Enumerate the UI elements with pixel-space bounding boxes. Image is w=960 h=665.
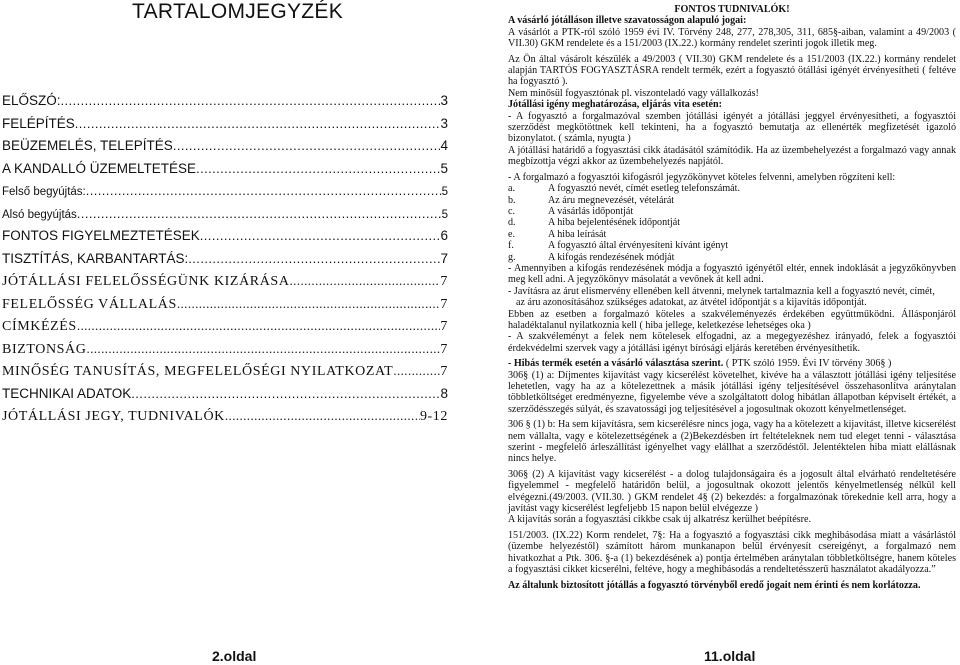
paragraph — [508, 358, 956, 369]
list-item-text: A fogyasztó által érvényesíteni kívánt igényt — [548, 240, 729, 252]
list-item-key: f. — [508, 240, 514, 252]
paragraph: 151/2003. (IX.22) Korm rendelet, 7§: Ha a fogyasztó a fogyasztási cikk meghibásodása miatt a vásárlástól (üzembe helyezéstől) számított három munkanapon belül érvényesít csereigényt, a forgalmazó nem hivatkozhat a Ptk. 306. §-a (1) bekezdésének a) pontja értelmében aránytalan többletköltségre, hanem köteles a fogyasztási cikket kicserélni, feltéve, hogy a meghibásodás a rendeltetésszerű használatot akadályozza.” — [508, 529, 956, 576]
toc-entry-eloszo[interactable] — [2, 93, 448, 116]
paragraph: Ebben az esetben a forgalmazó köteles a szakvéleményezés érdekében együttműködni. Állásponjáról haladéktalanul nyilatkoznia kell ( hiba jellege, keletkezése lehetséges oka ) — [508, 308, 956, 331]
paragraph: - A forgalmazó a fogyasztói kifogásról jegyzőkönyvet köteles felvenni, amelyben rögzíteni kell: — [508, 171, 896, 183]
toc-entry-tisztitas[interactable] — [2, 251, 448, 274]
toc-entry-label: A KANDALLÓ ÜZEMELTETÉSE — [2, 160, 197, 176]
toc-entry-page: 7 — [440, 319, 448, 334]
toc-entry-label: MINŐSÉG TANUSÍTÁS, MEGFELELŐSÉGI NYILATKOZAT — [2, 364, 394, 379]
list-item-text: A fogyasztó nevét, címét esetleg telefonszámát. — [548, 183, 740, 195]
list-item-key: g. — [508, 251, 516, 263]
toc-entry-jotallasi-kizaras[interactable] — [2, 273, 448, 296]
toc-entry-page: 4 — [440, 138, 448, 153]
toc-entry-felepites[interactable] — [2, 116, 448, 139]
complaint-record-list — [508, 183, 956, 263]
page-number: 2.oldal — [212, 648, 257, 664]
toc-entry-uzemeltetes[interactable] — [2, 161, 448, 184]
toc-entry-page: 7 — [440, 341, 448, 357]
toc-leader-dots — [86, 341, 440, 357]
table-of-contents — [2, 93, 448, 431]
list-item-key: c. — [508, 205, 516, 217]
list-item-text: A hiba leírását — [548, 228, 607, 240]
toc-entry-felelosseg-vallalas[interactable] — [2, 296, 448, 319]
right-page — [508, 0, 956, 665]
toc-entry-label: CÍMKÉZÉS — [2, 319, 77, 334]
toc-entry-page: 7 — [440, 364, 448, 379]
toc-leader-dots — [75, 116, 441, 131]
toc-entry-page: 5 — [440, 160, 448, 176]
section-subheading: Jótállási igény meghatározása, eljárás vita esetén: — [508, 99, 722, 111]
toc-entry-label: FELÉPÍTÉS — [2, 115, 75, 131]
toc-entry-page: 9-12 — [419, 409, 448, 424]
toc-leader-dots — [290, 273, 441, 289]
toc-entry-page: 7 — [440, 274, 448, 289]
toc-entry-cimkezes[interactable] — [2, 318, 448, 341]
toc-entry-label: TISZTÍTÁS, KARBANTARTÁS: — [2, 250, 189, 266]
toc-leader-dots — [61, 93, 441, 108]
section-heading: FONTOS TUDNIVALÓK! — [674, 4, 790, 15]
list-item-text: Az áru megnevezését, vételárát — [548, 194, 675, 206]
page-number: 11.oldal — [704, 648, 756, 664]
paragraph: - Javításra az árut elismervény ellenében kell átvenni, melynek tartalmaznia kell a fogyasztó nevét, címét, — [508, 285, 935, 297]
list-item-key: a. — [508, 183, 516, 195]
toc-title: TARTALOMJEGYZÉK — [132, 0, 344, 23]
bold-lead: - Hibás termék esetén a vásárló választása szerint. — [508, 358, 724, 370]
paragraph: Az Ön által vásárolt készülék a 49/2003 ( VII.30) GKM rendelete és a 151/2003 (IX.22.) kormány rendelet alapján TARTÓS FOGYASZTÁSRA rendelt termék, ezért a fogyasztó ötállási igényét érvényesítheti ( feltéve ha fogyasztó ). — [508, 53, 956, 88]
toc-entry-page: 7 — [440, 296, 448, 312]
toc-entry-page: 5 — [441, 208, 448, 221]
toc-leader-dots — [188, 251, 440, 266]
toc-entry-label: Felső begyújtás: — [2, 186, 86, 198]
list-item-text: A vásárlás időpontját — [548, 205, 634, 217]
toc-entry-page: 3 — [440, 115, 448, 131]
paragraph: A kijavítás során a fogyasztási cikkbe csak új alkatrész kerülhet beépítésre. — [508, 514, 811, 526]
toc-leader-dots — [77, 206, 442, 221]
paragraph: Nem minősül fogyasztónak pl. viszonteladó vagy vállalkozás! — [508, 87, 759, 99]
toc-entry-also-begyujtas[interactable] — [2, 206, 448, 229]
list-item-key: d. — [508, 217, 516, 229]
paragraph: - Amennyiben a kifogás rendezésének módja a fogyasztó igényétől eltér, ennek indoklását a jegyzőkönyvben meg kell adni. A jegyzőkönyv másolatát a vevőnek át kell adni. — [508, 262, 956, 286]
paragraph: 306 § (1) b: Ha sem kijavításra, sem kicserélésre nincs joga, vagy ha a kötelezett a kijavítást, illetve kicserélést nem vállalta, vagy e kötelezettségének a (2)Bekezdésben írt feltételeknek nem tud eleget tenni - választása szerint - megfelelő árleszállítást igényelhet vagy elállhat a szerződéstől. Jelentéktelen hiba miatt elállásnak nincs helye. — [508, 419, 956, 465]
toc-entry-page: 6 — [440, 228, 448, 243]
list-item — [508, 206, 956, 217]
list-item — [508, 217, 956, 228]
paragraph: - A fogyasztó a forgalmazóval szemben jótállási igényét a jótállási jeggyel érvényesítheti, a fogyasztói szerződést megkötöttnek kell tekinteni, ha a fogyasztó bemutatja az ellenérték megfizetését igazoló bizonylatot. ( számla, nyugta ) — [508, 110, 956, 145]
toc-entry-jotallasi-jegy[interactable] — [2, 408, 448, 431]
warranty-text — [508, 4, 956, 591]
list-item-key: b. — [508, 194, 516, 206]
list-item-key: e. — [508, 228, 516, 240]
list-item — [508, 195, 956, 206]
toc-entry-label: BIZTONSÁG — [2, 341, 87, 357]
toc-leader-dots — [225, 408, 420, 424]
toc-entry-biztonsag[interactable] — [2, 341, 448, 364]
toc-entry-label: JÓTÁLLÁSI FELELŐSSÉGÜNK KIZÁRÁSA — [2, 274, 290, 289]
toc-entry-label: Alsó begyújtás — [2, 208, 77, 221]
paragraph: az áru azonosításához szükséges adatokat, az átvétel időpontját s a kijavítás időpontját. — [516, 297, 867, 309]
toc-leader-dots — [173, 138, 441, 153]
closing-statement: Az általunk biztosított jótállás a fogyasztó törvényből eredő jogait nem érinti és nem korlátozza. — [508, 579, 921, 591]
list-item-text: A hiba bejelentésének időpontját — [548, 217, 681, 229]
toc-leader-dots — [177, 296, 441, 312]
list-item-text: A kifogás rendezésének módját — [548, 251, 675, 263]
toc-entry-figyelmeztetesek[interactable] — [2, 228, 448, 251]
paragraph: A vásárlót a PTK-ról szóló 1959 évi IV. Törvény 248, 277, 278,305, 311, 685§-aiban, valamint a 49/2003 ( VII.30) GKM rendelete és a 151/2003 (IX.22.) kormány rendelet szerinti jogok illetik meg. — [508, 26, 956, 50]
paragraph: A jótállási határidő a fogyasztási cikk átadásától számítódik. Ha az üzembehelyezést a forgalmazó vagy annak megbízottja végzi akkor az üzembehelyezés napjától. — [508, 144, 956, 168]
toc-entry-label: TECHNIKAI ADATOK — [2, 385, 132, 401]
toc-entry-label: FELELŐSSÉG VÁLLALÁS — [2, 296, 177, 312]
list-item — [508, 252, 956, 263]
toc-entry-page: 7 — [440, 250, 448, 266]
toc-entry-page: 8 — [440, 385, 448, 401]
toc-entry-label: JÓTÁLLÁSI JEGY, TUDNIVALÓK — [2, 409, 225, 424]
toc-entry-beuzemeles[interactable] — [2, 138, 448, 161]
toc-leader-dots — [131, 386, 440, 401]
toc-entry-page: 3 — [440, 93, 448, 108]
toc-leader-dots — [393, 363, 440, 379]
citation: ( PTK szóló 1959. Évi IV törvény 306§ ) — [723, 358, 892, 370]
list-item — [508, 240, 956, 251]
toc-entry-minoseg-tanusitas[interactable] — [2, 363, 448, 386]
toc-leader-dots — [86, 183, 442, 198]
paragraph: 306§ (1) a: Díjmentes kijavítást vagy kicserélést követelhet, kivéve ha a választott jótállási igény teljesítése lehetetlen, vagy ha az a kötelezettnek a másik jótállási igény teljesítésével összehasonlítva aránytalan többletköltséget eredményezne, figyelembe véve a szolgáltatott dolog hibátlan állapotban képviselt értékét, a szerződésszegés súlyát, és szavatossági jog teljesítésével a jogosultnak okozott kényelmetlenséget. — [508, 369, 956, 415]
toc-entry-label: FONTOS FIGYELMEZTETÉSEK — [2, 228, 200, 243]
toc-leader-dots — [200, 228, 441, 243]
toc-leader-dots — [77, 318, 441, 334]
toc-entry-technikai-adatok[interactable] — [2, 386, 448, 409]
paragraph: 306§ (2) A kijavítást vagy kicserélést - a dolog tulajdonságaira és a jogosult által elvárható rendeltetésére figyelemmel - megfelelő határidőn belül, a jogosultnak okozott jelentős kényelmetlenség nélkül kell elvégezni.(49/2003. (VII.30. ) GKM rendelet 4§ (2) bekezdés: a forgalmazónak törekednie kell arra, hogy a javítást vagy kicserélést legfeljebb 15 napon belül elvégezze ) — [508, 468, 956, 515]
toc-entry-felso-begyujtas[interactable] — [2, 183, 448, 206]
toc-leader-dots — [196, 161, 440, 176]
list-item — [508, 229, 956, 240]
section-subheading: A vásárló jótálláson illetve szavatosságon alapuló jogai: — [508, 15, 747, 27]
toc-entry-label: ELŐSZÓ: — [2, 93, 61, 108]
list-item — [508, 183, 956, 194]
toc-entry-page: 5 — [441, 186, 448, 198]
toc-entry-label: BEÜZEMELÉS, TELEPÍTÉS — [2, 138, 173, 153]
paragraph: - A szakvéleményt a felek nem kötelesek elfogadni, az a megegyezéshez irányadó, felek a fogyasztói érdekvédelmi szervek vagy a jótállási igényt bírósági eljárás keretében érvényesíthetik. — [508, 331, 956, 354]
